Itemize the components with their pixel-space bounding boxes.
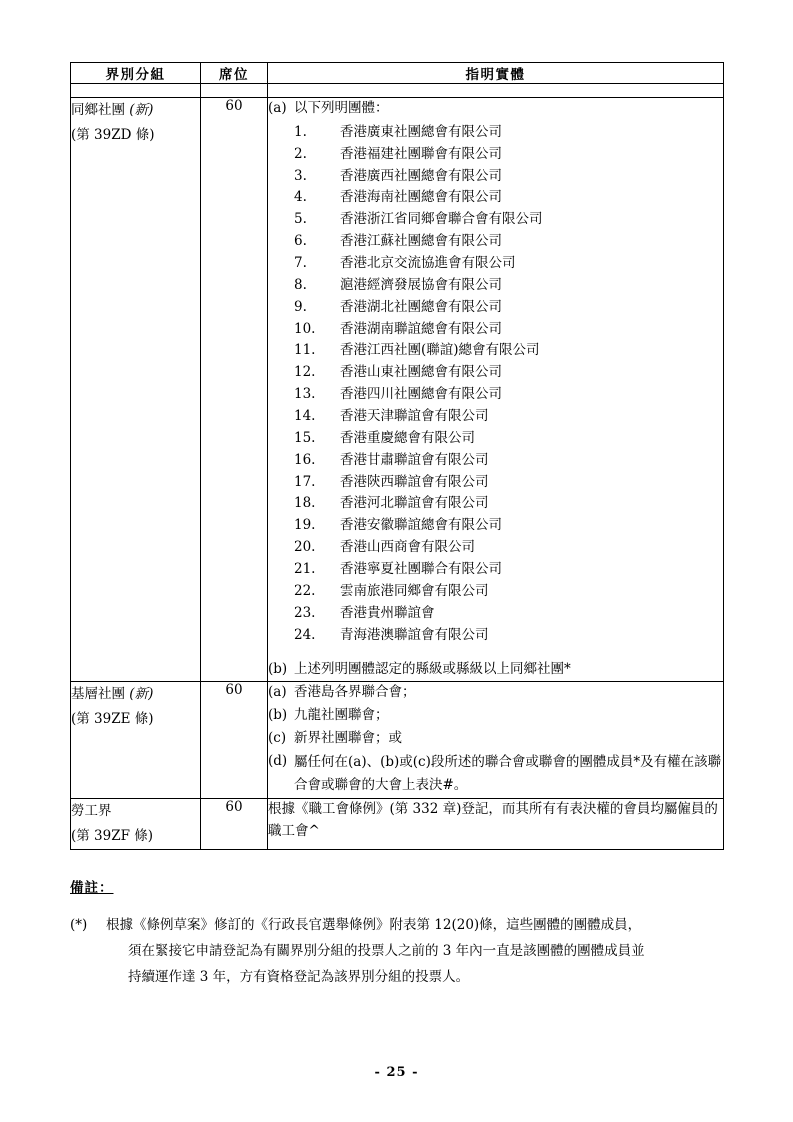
- list-item-label: 香港湖南聯誼總會有限公司: [340, 320, 502, 337]
- sector-cell-grassroots-associations: [71, 682, 201, 798]
- note-text: [106, 912, 723, 991]
- paragraph-gap: [268, 646, 723, 659]
- list-item-number: 18.: [294, 495, 316, 512]
- list-item: [294, 297, 723, 319]
- list-item-label: 香港北京交流協進會有限公司: [340, 255, 516, 272]
- list-item-number: 4.: [294, 189, 307, 206]
- table-header-row: [71, 63, 724, 84]
- paragraph-b-text: 九龍社團聯會；: [294, 707, 389, 724]
- spacer-cell-sector: [71, 84, 201, 98]
- table-body: [71, 84, 724, 850]
- list-item: [294, 428, 723, 450]
- list-item: [294, 450, 723, 472]
- list-item-label: 香港湖北社團總會有限公司: [340, 298, 502, 315]
- list-item-label: 香港江西社團(聯誼)總會有限公司: [340, 342, 540, 359]
- paragraph-c-text: 新界社團聯會；或: [294, 730, 402, 747]
- notes-section: [70, 876, 723, 991]
- list-item-number: 17.: [294, 473, 316, 490]
- sector-new-tag: (新): [129, 102, 154, 118]
- paragraph-b-text: 上述列明團體認定的縣級或縣級以上同鄉社團*: [294, 661, 571, 678]
- list-item-number: 16.: [294, 451, 316, 468]
- list-item: [294, 253, 723, 275]
- sector-name-line: [71, 682, 200, 707]
- notes-title: 備註：: [70, 879, 114, 896]
- list-item-label: 香港福建社團聯會有限公司: [340, 145, 502, 162]
- list-item-label: 香港天津聯誼會有限公司: [340, 408, 489, 425]
- note-text-line3: 持續運作達 3 年，方有資格登記為該界別分組的投票人。: [128, 969, 470, 986]
- organisation-list: [268, 122, 723, 647]
- list-item: [294, 340, 723, 362]
- note-text-line1: 根據《條例草案》修訂的《行政長官選舉條例》附表第 12(20)條，這些團體的團體成員，: [106, 916, 642, 933]
- list-item-label: 雲南旅港同鄉會有限公司: [340, 582, 489, 599]
- list-item: [294, 362, 723, 384]
- list-item-label: 香港河北聯誼會有限公司: [340, 495, 489, 512]
- paragraph-a-text: 以下列明團體：: [294, 100, 389, 116]
- list-item-number: 5.: [294, 211, 307, 228]
- list-item: [294, 603, 723, 625]
- paragraph-b: [268, 705, 723, 727]
- list-item: [294, 166, 723, 188]
- list-item-label: 香港寧夏社團聯合有限公司: [340, 561, 502, 578]
- sector-name-line: [71, 98, 200, 123]
- table-header: [71, 63, 724, 84]
- list-item: [294, 209, 723, 231]
- column-header-seats: 席位: [201, 63, 268, 84]
- paragraph-b-marker: (b): [268, 707, 288, 724]
- entity-cell-grassroots-associations: [268, 682, 724, 798]
- list-item: [294, 515, 723, 537]
- sector-section-ref: (第 39ZD 條): [71, 126, 155, 143]
- list-item-number: 10.: [294, 320, 316, 337]
- list-item-label: 香港山東社團總會有限公司: [340, 364, 502, 381]
- paragraph-c: [268, 728, 723, 750]
- paragraph-b: [268, 659, 723, 681]
- list-item-number: 12.: [294, 364, 316, 381]
- list-item-label: 香港江蘇社團總會有限公司: [340, 233, 502, 250]
- paragraph-c-marker: (c): [268, 730, 287, 747]
- paragraph-b-marker: (b): [268, 661, 288, 678]
- paragraph-d-marker: (d): [268, 752, 288, 769]
- paragraph-a-text: 香港島各界聯合會；: [294, 684, 416, 701]
- column-header-sector: 界別分組: [71, 63, 201, 84]
- list-item-number: 23.: [294, 604, 316, 621]
- list-item-number: 13.: [294, 386, 316, 403]
- paragraph-a-marker: (a): [268, 100, 287, 116]
- list-item-number: 19.: [294, 517, 316, 534]
- list-item-label: 香港浙江省同鄉會聯合會有限公司: [340, 211, 543, 228]
- list-item: [294, 384, 723, 406]
- sector-section-ref: (第 39ZE 條): [71, 711, 154, 728]
- list-item: [294, 406, 723, 428]
- list-item-number: 22.: [294, 582, 316, 599]
- list-item-label: 香港四川社團總會有限公司: [340, 386, 502, 403]
- list-item-label: 香港陝西聯誼會有限公司: [340, 473, 489, 490]
- table-row: [71, 98, 724, 682]
- entity-cell-labour: [268, 798, 724, 849]
- list-item-number: 3.: [294, 167, 307, 184]
- note-item: [70, 912, 723, 991]
- seats-cell-native-associations: 60: [201, 98, 268, 682]
- list-item: [294, 319, 723, 341]
- list-item: [294, 625, 723, 647]
- entity-text-labour: 根據《職工會條例》(第 332 章)登記，而其所有有表決權的會員均屬僱員的職工會^: [268, 800, 718, 839]
- list-item-number: 8.: [294, 276, 307, 293]
- paragraph-a: [268, 98, 723, 120]
- list-item: [294, 187, 723, 209]
- entity-cell-native-associations: [268, 98, 724, 682]
- list-item-number: 9.: [294, 298, 307, 315]
- list-item: [294, 144, 723, 166]
- list-item-label: 香港山西商會有限公司: [340, 539, 475, 556]
- list-item: [294, 581, 723, 603]
- sector-name-line: [71, 799, 200, 824]
- list-item-number: 20.: [294, 539, 316, 556]
- paragraph-d-text: 屬任何在(a)、(b)或(c)段所述的聯合會或聯會的團體成員*及有權在該聯合會或聯會的大會上表決#。: [294, 753, 722, 793]
- table-row: [71, 682, 724, 798]
- list-item: [294, 537, 723, 559]
- list-item-number: 11.: [294, 342, 316, 359]
- list-item-number: 21.: [294, 561, 316, 578]
- list-item-number: 1.: [294, 123, 307, 140]
- sector-new-tag: (新): [129, 686, 154, 703]
- column-header-entity: 指明實體: [268, 63, 724, 84]
- sector-name: 勞工界: [71, 802, 112, 819]
- table-row: [71, 798, 724, 849]
- list-item-label: 青海港澳聯誼會有限公司: [340, 626, 489, 643]
- list-item: [294, 493, 723, 515]
- note-text-line2: 須在緊接它申請登記為有關界別分組的投票人之前的 3 年內一直是該團體的團體成員並: [128, 943, 645, 960]
- list-item-number: 2.: [294, 145, 307, 162]
- list-item-label: 滬港經濟發展協會有限公司: [340, 276, 502, 293]
- paragraph-d: [268, 751, 723, 797]
- list-item-label: 香港安徽聯誼總會有限公司: [340, 517, 502, 534]
- paragraph-a: [268, 682, 723, 704]
- sector-section-ref: (第 39ZF 條): [71, 827, 154, 844]
- list-item-number: 15.: [294, 429, 316, 446]
- page-number: - 25 -: [374, 1065, 419, 1080]
- list-item-label: 香港廣東社團總會有限公司: [340, 123, 502, 140]
- list-item-label: 香港甘肅聯誼會有限公司: [340, 451, 489, 468]
- list-item-label: 香港重慶總會有限公司: [340, 429, 475, 446]
- list-item-label: 香港廣西社團總會有限公司: [340, 167, 502, 184]
- list-item: [294, 275, 723, 297]
- table-spacer-row: [71, 84, 724, 98]
- list-item-number: 14.: [294, 408, 316, 425]
- list-item-number: 24.: [294, 626, 316, 643]
- sector-groups-table: [70, 62, 724, 850]
- spacer-cell-entity: [268, 84, 724, 98]
- paragraph-a-marker: (a): [268, 684, 287, 701]
- sector-cell-labour: [71, 798, 201, 849]
- sector-name: 同鄉社團: [71, 102, 125, 118]
- seats-cell-labour: 60: [201, 798, 268, 849]
- list-item: [294, 122, 723, 144]
- list-item-number: 7.: [294, 255, 307, 272]
- sector-name: 基層社團: [71, 686, 125, 703]
- list-item-label: 香港貴州聯誼會: [340, 604, 435, 621]
- sector-cell-native-associations: [71, 98, 201, 682]
- list-item: [294, 559, 723, 581]
- list-item-label: 香港海南社團總會有限公司: [340, 189, 502, 206]
- note-marker: (*): [70, 916, 88, 933]
- seats-cell-grassroots-associations: 60: [201, 682, 268, 798]
- spacer-cell-seats: [201, 84, 268, 98]
- list-item-number: 6.: [294, 233, 307, 250]
- list-item: [294, 231, 723, 253]
- list-item: [294, 472, 723, 494]
